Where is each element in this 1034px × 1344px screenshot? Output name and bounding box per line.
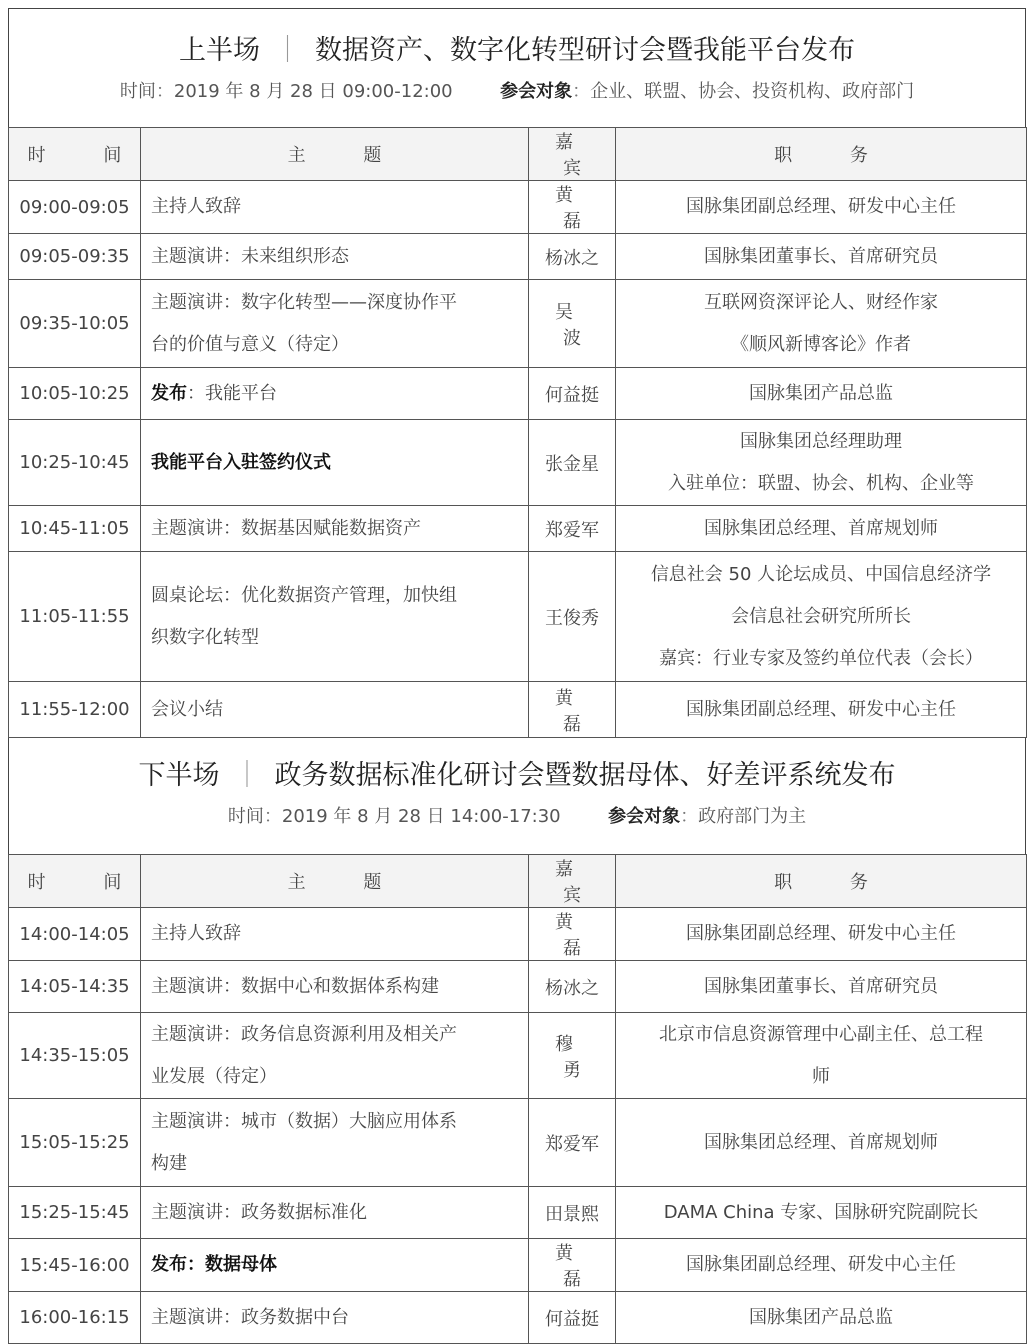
guest-cell: 穆 勇 <box>529 1013 616 1099</box>
table-row <box>9 552 1027 682</box>
agenda-table-am <box>8 127 1027 738</box>
guest-cell: 黄 磊 <box>529 1239 616 1292</box>
role-cell: DAMA China 专家、国脉研究院副院长 <box>616 1187 1027 1239</box>
time-cell: 14:00-14:05 <box>9 908 141 961</box>
session-meta: 时间：2019 年 8 月 28 日 09:00-12:00 参会对象：企业、联盟、协会、投资机构、政府部门 <box>119 81 915 102</box>
role-cell: 北京市信息资源管理中心副主任、总工程 师 <box>616 1013 1027 1099</box>
guest-cell: 王俊秀 <box>529 552 616 682</box>
table-row <box>9 181 1027 234</box>
time-cell: 15:25-15:45 <box>9 1187 141 1239</box>
guest-cell: 田景熙 <box>529 1187 616 1239</box>
agenda-sheet <box>8 8 1026 1344</box>
title-separator: ｜ <box>233 760 261 791</box>
role-cell: 互联网资深评论人、财经作家 《顺风新博客论》作者 <box>616 280 1027 368</box>
role-cell: 国脉集团董事长、首席研究员 <box>616 961 1027 1013</box>
time-cell: 14:35-15:05 <box>9 1013 141 1099</box>
role-cell: 国脉集团总经理助理 入驻单位：联盟、协会、机构、企业等 <box>616 420 1027 506</box>
table-header-row <box>9 128 1027 181</box>
session-title-text: 政务数据标准化研讨会暨数据母体、好差评系统发布 <box>274 760 896 791</box>
session-header-am <box>8 8 1026 127</box>
session-half-label: 上半场 <box>179 35 260 66</box>
time-cell: 10:25-10:45 <box>9 420 141 506</box>
topic-cell: 主题演讲：数据基因赋能数据资产 <box>141 506 529 552</box>
topic-cell: 主持人致辞 <box>141 181 529 234</box>
table-row <box>9 234 1027 280</box>
guest-cell: 张金星 <box>529 420 616 506</box>
topic-cell: 主题演讲：城市（数据）大脑应用体系 构建 <box>141 1099 529 1187</box>
guest-cell: 郑爱军 <box>529 506 616 552</box>
table-row <box>9 1239 1027 1292</box>
guest-cell: 郑爱军 <box>529 1099 616 1187</box>
table-header-row <box>9 855 1027 908</box>
guest-cell: 何益挺 <box>529 368 616 420</box>
header-guest: 嘉 宾 <box>529 128 616 181</box>
role-cell: 国脉集团总经理、首席规划师 <box>616 1099 1027 1187</box>
table-row <box>9 908 1027 961</box>
role-cell: 国脉集团副总经理、研发中心主任 <box>616 1239 1027 1292</box>
header-time: 时 间 <box>9 128 141 181</box>
role-cell: 国脉集团产品总监 <box>616 368 1027 420</box>
time-cell: 15:45-16:00 <box>9 1239 141 1292</box>
guest-cell: 黄 磊 <box>529 908 616 961</box>
header-role: 职 务 <box>616 855 1027 908</box>
audience-label: 参会对象 <box>500 81 573 102</box>
role-cell: 国脉集团产品总监 <box>616 1292 1027 1344</box>
time-cell: 09:05-09:35 <box>9 234 141 280</box>
time-label: 时间 <box>119 81 156 102</box>
time-cell: 09:00-09:05 <box>9 181 141 234</box>
time-cell: 10:05-10:25 <box>9 368 141 420</box>
topic-cell: 主题演讲：数据中心和数据体系构建 <box>141 961 529 1013</box>
time-cell: 11:55-12:00 <box>9 682 141 738</box>
time-value: 2019 年 8 月 28 日 09:00-12:00 <box>173 81 453 102</box>
audience-label: 参会对象 <box>608 806 681 827</box>
topic-cell: 发布：数据母体 <box>141 1239 529 1292</box>
guest-cell: 黄 磊 <box>529 181 616 234</box>
role-cell: 国脉集团副总经理、研发中心主任 <box>616 908 1027 961</box>
table-row <box>9 682 1027 738</box>
time-cell: 16:00-16:15 <box>9 1292 141 1344</box>
guest-cell: 吴 波 <box>529 280 616 368</box>
topic-cell: 主题演讲：政务数据标准化 <box>141 1187 529 1239</box>
header-role: 职 务 <box>616 128 1027 181</box>
table-row <box>9 506 1027 552</box>
role-cell: 国脉集团副总经理、研发中心主任 <box>616 181 1027 234</box>
time-cell: 11:05-11:55 <box>9 552 141 682</box>
guest-cell: 黄 磊 <box>529 682 616 738</box>
table-row <box>9 420 1027 506</box>
audience-value: 政府部门为主 <box>698 806 807 827</box>
topic-cell: 主题演讲：政务数据中台 <box>141 1292 529 1344</box>
table-row <box>9 1292 1027 1344</box>
time-cell: 15:05-15:25 <box>9 1099 141 1187</box>
session-header-pm <box>8 738 1026 854</box>
session-meta: 时间：2019 年 8 月 28 日 14:00-17:30 参会对象：政府部门为主 <box>227 806 807 827</box>
time-label: 时间 <box>227 806 264 827</box>
header-guest: 嘉 宾 <box>529 855 616 908</box>
agenda-table-pm <box>8 854 1027 1344</box>
topic-cell: 我能平台入驻签约仪式 <box>141 420 529 506</box>
role-cell: 信息社会 50 人论坛成员、中国信息经济学 会信息社会研究所所长 嘉宾：行业专家及签约单位代表（会长） <box>616 552 1027 682</box>
table-row <box>9 368 1027 420</box>
table-row <box>9 280 1027 368</box>
session-title <box>9 9 1025 69</box>
time-cell: 09:35-10:05 <box>9 280 141 368</box>
audience-value: 企业、联盟、协会、投资机构、政府部门 <box>590 81 915 102</box>
header-time: 时 间 <box>9 855 141 908</box>
time-cell: 14:05-14:35 <box>9 961 141 1013</box>
topic-cell: 圆桌论坛：优化数据资产管理，加快组 织数字化转型 <box>141 552 529 682</box>
topic-cell: 主题演讲：数字化转型——深度协作平 台的价值与意义（待定） <box>141 280 529 368</box>
topic-cell: 主题演讲：政务信息资源利用及相关产 业发展（待定） <box>141 1013 529 1099</box>
title-separator: ｜ <box>274 35 301 66</box>
role-cell: 国脉集团副总经理、研发中心主任 <box>616 682 1027 738</box>
table-row <box>9 1099 1027 1187</box>
topic-cell: 主题演讲：未来组织形态 <box>141 234 529 280</box>
role-cell: 国脉集团董事长、首席研究员 <box>616 234 1027 280</box>
header-topic: 主 题 <box>141 128 529 181</box>
guest-cell: 杨冰之 <box>529 234 616 280</box>
table-row <box>9 1187 1027 1239</box>
role-cell: 国脉集团总经理、首席规划师 <box>616 506 1027 552</box>
guest-cell: 何益挺 <box>529 1292 616 1344</box>
topic-cell: 发布：我能平台 <box>141 368 529 420</box>
guest-cell: 杨冰之 <box>529 961 616 1013</box>
session-half-label: 下半场 <box>138 760 220 791</box>
header-topic: 主 题 <box>141 855 529 908</box>
topic-cell: 主持人致辞 <box>141 908 529 961</box>
table-row <box>9 961 1027 1013</box>
session-title-text: 数据资产、数字化转型研讨会暨我能平台发布 <box>315 35 855 66</box>
time-cell: 10:45-11:05 <box>9 506 141 552</box>
session-title <box>9 738 1025 794</box>
topic-cell: 会议小结 <box>141 682 529 738</box>
table-row <box>9 1013 1027 1099</box>
time-value: 2019 年 8 月 28 日 14:00-17:30 <box>281 806 561 827</box>
